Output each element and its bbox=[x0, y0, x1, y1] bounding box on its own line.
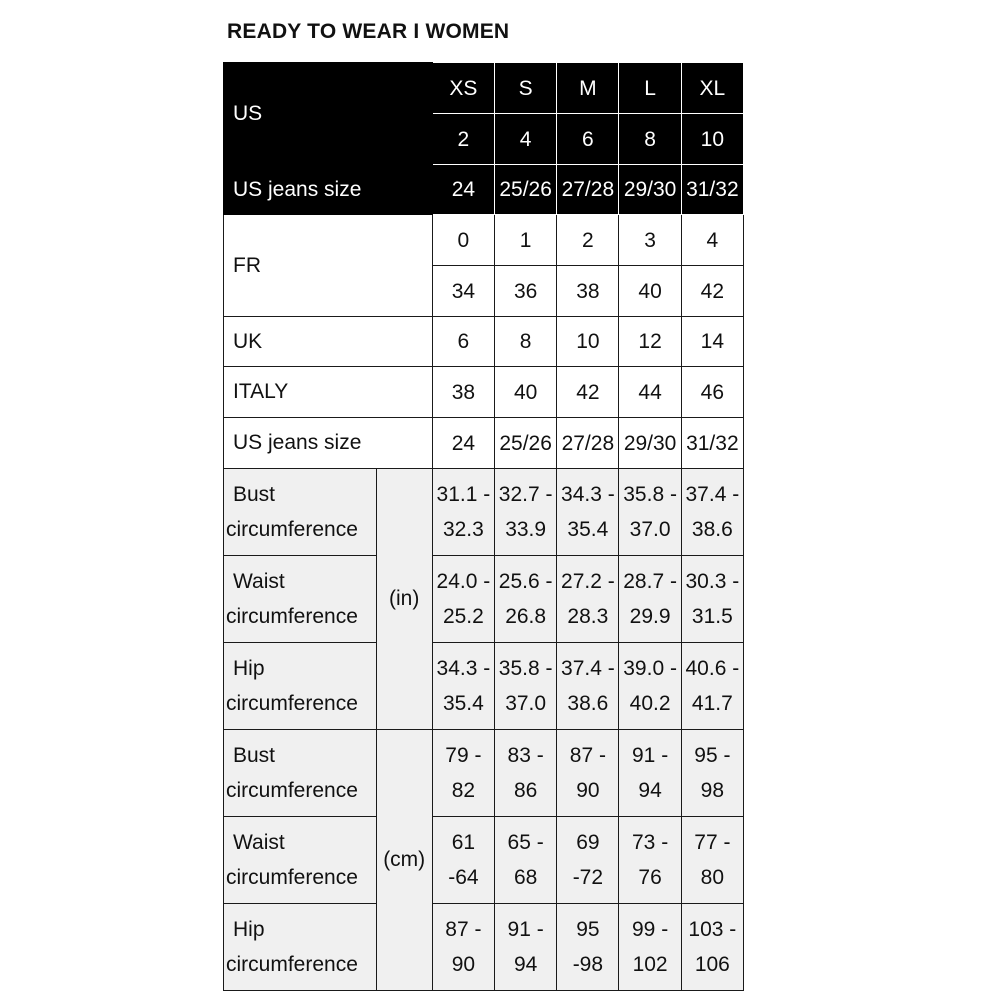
us-jeans-header-label: US jeans size bbox=[224, 165, 433, 215]
cm-bust-value: 91 - 94 bbox=[619, 730, 681, 817]
size-header-xl: XL bbox=[681, 63, 743, 114]
in-hip-value: 39.0 - 40.2 bbox=[619, 643, 681, 730]
us-jeans-header-value: 29/30 bbox=[619, 165, 681, 215]
us-jeans-value: 24 bbox=[432, 418, 494, 469]
us-value: 8 bbox=[619, 114, 681, 165]
measure-label-line: Hip bbox=[233, 657, 265, 680]
in-waist-value: 25.6 - 26.8 bbox=[495, 556, 557, 643]
cm-hip-label bbox=[224, 904, 377, 991]
fr-value: 4 bbox=[681, 215, 743, 266]
measure-label-line: circumference bbox=[226, 953, 358, 976]
size-header-m: M bbox=[557, 63, 619, 114]
in-hip-label bbox=[224, 643, 377, 730]
cm-hip-row bbox=[224, 904, 744, 991]
uk-row bbox=[224, 317, 744, 367]
cm-bust-value: 83 - 86 bbox=[495, 730, 557, 817]
uk-value: 14 bbox=[681, 317, 743, 367]
italy-value: 40 bbox=[495, 367, 557, 418]
measure-label-line: circumference bbox=[226, 779, 358, 802]
page-title: READY TO WEAR I WOMEN bbox=[227, 20, 510, 43]
us-jeans-value: 29/30 bbox=[619, 418, 681, 469]
in-bust-label bbox=[224, 469, 377, 556]
in-bust-row bbox=[224, 469, 744, 556]
cm-waist-value: 69 -72 bbox=[557, 817, 619, 904]
measure-label-line: circumference bbox=[226, 518, 358, 541]
us-value: 4 bbox=[495, 114, 557, 165]
measure-label-line: Waist bbox=[233, 831, 285, 854]
cm-waist-value: 77 - 80 bbox=[681, 817, 743, 904]
us-jeans-header-value: 31/32 bbox=[681, 165, 743, 215]
cm-bust-row bbox=[224, 730, 744, 817]
in-bust-value: 34.3 - 35.4 bbox=[557, 469, 619, 556]
in-waist-value: 28.7 - 29.9 bbox=[619, 556, 681, 643]
in-bust-value: 32.7 - 33.9 bbox=[495, 469, 557, 556]
uk-value: 8 bbox=[495, 317, 557, 367]
cm-waist-label bbox=[224, 817, 377, 904]
size-chart-table bbox=[223, 62, 744, 991]
us-value: 2 bbox=[432, 114, 494, 165]
fr-value: 1 bbox=[495, 215, 557, 266]
us-jeans-label: US jeans size bbox=[224, 418, 433, 469]
us-jeans-header-value: 24 bbox=[432, 165, 494, 215]
in-bust-value: 35.8 - 37.0 bbox=[619, 469, 681, 556]
uk-value: 12 bbox=[619, 317, 681, 367]
italy-row bbox=[224, 367, 744, 418]
size-header-s: S bbox=[495, 63, 557, 114]
fr-label: FR bbox=[224, 215, 433, 317]
measure-label-line: Bust bbox=[233, 744, 276, 767]
inches-unit-label: (in) bbox=[376, 469, 432, 730]
in-hip-row bbox=[224, 643, 744, 730]
fr-value: 3 bbox=[619, 215, 681, 266]
measure-label-line: circumference bbox=[226, 692, 358, 715]
italy-value: 44 bbox=[619, 367, 681, 418]
measure-label-line: circumference bbox=[226, 605, 358, 628]
us-value: 6 bbox=[557, 114, 619, 165]
cm-bust-label bbox=[224, 730, 377, 817]
uk-value: 6 bbox=[432, 317, 494, 367]
in-hip-value: 40.6 - 41.7 bbox=[681, 643, 743, 730]
in-hip-value: 37.4 - 38.6 bbox=[557, 643, 619, 730]
measure-label-line: Bust bbox=[233, 483, 276, 506]
fr-row-1 bbox=[224, 215, 744, 266]
in-bust-value: 37.4 - 38.6 bbox=[681, 469, 743, 556]
in-waist-value: 27.2 - 28.3 bbox=[557, 556, 619, 643]
fr-value: 40 bbox=[619, 266, 681, 317]
cm-waist-value: 65 - 68 bbox=[495, 817, 557, 904]
size-header-xs: XS bbox=[432, 63, 494, 114]
cm-hip-value: 99 - 102 bbox=[619, 904, 681, 991]
cm-hip-value: 87 - 90 bbox=[432, 904, 494, 991]
cm-waist-value: 73 - 76 bbox=[619, 817, 681, 904]
in-waist-label bbox=[224, 556, 377, 643]
cm-bust-value: 95 - 98 bbox=[681, 730, 743, 817]
italy-value: 38 bbox=[432, 367, 494, 418]
uk-value: 10 bbox=[557, 317, 619, 367]
cm-waist-row bbox=[224, 817, 744, 904]
fr-value: 38 bbox=[557, 266, 619, 317]
fr-value: 2 bbox=[557, 215, 619, 266]
header-row-us-jeans bbox=[224, 165, 744, 215]
in-bust-value: 31.1 - 32.3 bbox=[432, 469, 494, 556]
uk-label: UK bbox=[224, 317, 433, 367]
in-waist-value: 24.0 - 25.2 bbox=[432, 556, 494, 643]
in-waist-row bbox=[224, 556, 744, 643]
measure-label-line: Waist bbox=[233, 570, 285, 593]
in-hip-value: 35.8 - 37.0 bbox=[495, 643, 557, 730]
us-jeans-header-value: 27/28 bbox=[557, 165, 619, 215]
fr-value: 0 bbox=[432, 215, 494, 266]
italy-label: ITALY bbox=[224, 367, 433, 418]
size-header-l: L bbox=[619, 63, 681, 114]
measure-label-line: circumference bbox=[226, 866, 358, 889]
header-row-sizes bbox=[224, 63, 744, 114]
measure-label-line: Hip bbox=[233, 918, 265, 941]
us-value: 10 bbox=[681, 114, 743, 165]
fr-value: 42 bbox=[681, 266, 743, 317]
cm-hip-value: 103 - 106 bbox=[681, 904, 743, 991]
cm-hip-value: 95 -98 bbox=[557, 904, 619, 991]
italy-value: 46 bbox=[681, 367, 743, 418]
cm-bust-value: 79 - 82 bbox=[432, 730, 494, 817]
fr-value: 36 bbox=[495, 266, 557, 317]
cm-waist-value: 61 -64 bbox=[432, 817, 494, 904]
us-jeans-value: 25/26 bbox=[495, 418, 557, 469]
us-jeans-value: 31/32 bbox=[681, 418, 743, 469]
in-hip-value: 34.3 - 35.4 bbox=[432, 643, 494, 730]
us-jeans-value: 27/28 bbox=[557, 418, 619, 469]
cm-bust-value: 87 - 90 bbox=[557, 730, 619, 817]
us-jeans-row bbox=[224, 418, 744, 469]
us-jeans-header-value: 25/26 bbox=[495, 165, 557, 215]
in-waist-value: 30.3 - 31.5 bbox=[681, 556, 743, 643]
italy-value: 42 bbox=[557, 367, 619, 418]
fr-value: 34 bbox=[432, 266, 494, 317]
cm-unit-label: (cm) bbox=[376, 730, 432, 991]
us-label: US bbox=[224, 63, 433, 165]
cm-hip-value: 91 - 94 bbox=[495, 904, 557, 991]
